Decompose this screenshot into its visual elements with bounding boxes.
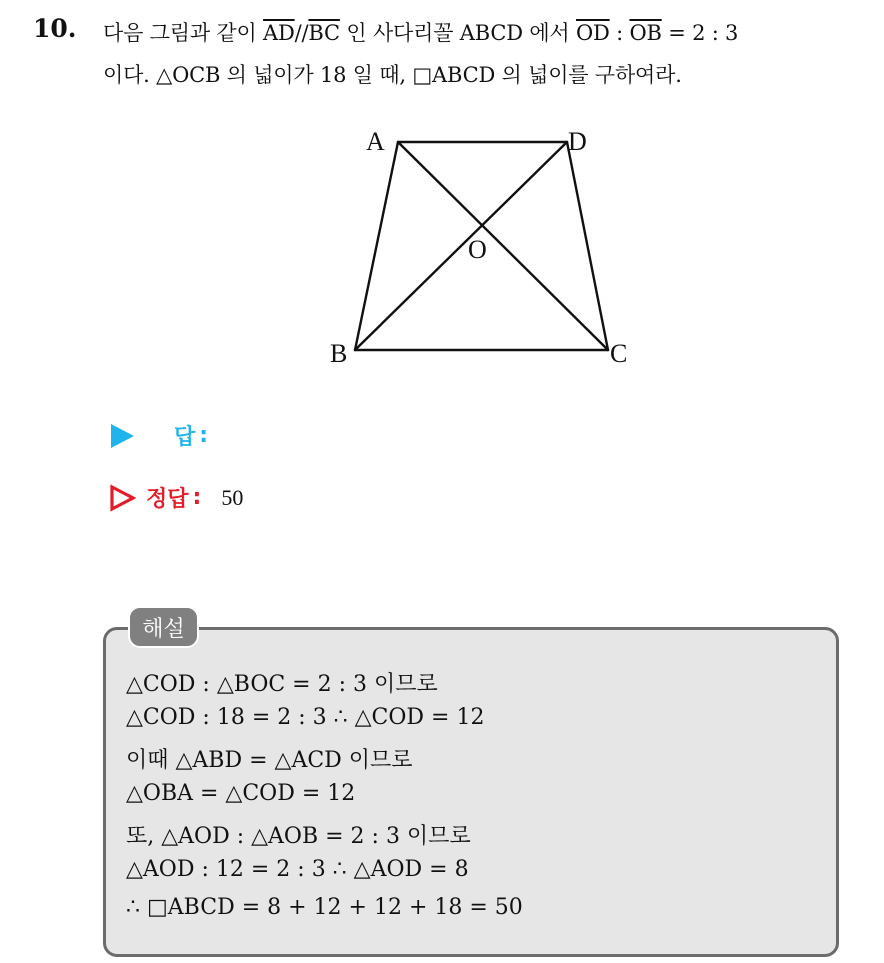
question-number: 10. (33, 14, 77, 43)
solution-line: 또, △AOD : △AOB = 2 : 3 이므로 (126, 824, 471, 849)
correct-answer-row (108, 482, 243, 513)
diagonal-bd (355, 142, 567, 350)
outline-triangle-icon (108, 484, 136, 512)
correct-answer-label: 정답 (146, 487, 189, 512)
side-dc (567, 142, 608, 350)
play-triangle-icon (108, 422, 136, 450)
trapezoid-figure (320, 120, 640, 370)
point-label-o: O (468, 235, 487, 264)
question-text-prefix: 다음 그림과 같이 (103, 21, 264, 45)
segment-ad: $\overline{AD}$ (263, 21, 295, 45)
vertex-label-a: A (366, 127, 385, 156)
ratio-separator: : (609, 21, 630, 45)
question-text-line2: 이다. △OCB 의 넓이가 18 일 때, □ABCD 의 넓이를 구하여라. (103, 63, 682, 87)
solution-line: 이때 △ABD = △ACD 이므로 (126, 748, 413, 773)
question-text-line1 (103, 17, 738, 47)
solution-line: ∴ □ABCD = 8 + 12 + 12 + 18 = 50 (126, 895, 523, 920)
answer-colon: : (199, 423, 209, 448)
answer-row (108, 420, 208, 451)
segment-bc: $\overline{BC}$ (308, 21, 340, 45)
solution-tag: 해설 (128, 606, 199, 648)
question-text-middle: 인 사다리꼴 ABCD 에서 (339, 21, 576, 45)
vertex-label-d: D (568, 127, 587, 156)
correct-answer-colon: : (192, 485, 202, 510)
segment-od: $\overline{OD}$ (575, 21, 610, 45)
segment-ob: $\overline{OB}$ (629, 21, 662, 45)
diagonal-ac (398, 142, 608, 350)
vertex-label-c: C (610, 339, 628, 368)
solution-line: △COD : 18 = 2 : 3 ∴ △COD = 12 (126, 705, 485, 730)
side-ab (355, 142, 398, 350)
solution-line: △COD : △BOC = 2 : 3 이므로 (126, 672, 438, 697)
solution-line: △OBA = △COD = 12 (126, 781, 356, 806)
parallel-symbol: // (294, 21, 309, 45)
correct-answer-value: 50 (221, 484, 244, 510)
solution-line: △AOD : 12 = 2 : 3 ∴ △AOD = 8 (126, 857, 469, 882)
answer-label: 답 (174, 425, 196, 450)
vertex-label-b: B (330, 339, 348, 368)
question-text-ratio: = 2 : 3 (661, 21, 739, 45)
